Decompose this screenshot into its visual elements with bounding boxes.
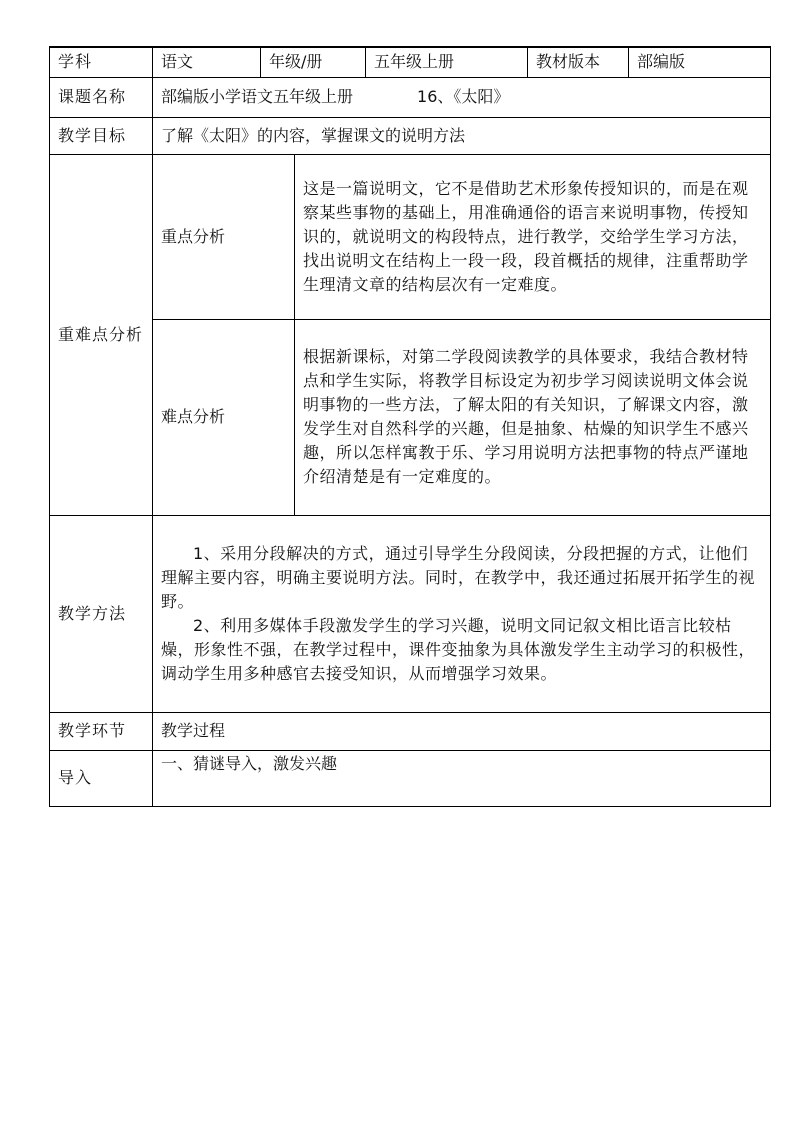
- difficult-label: 难点分析: [153, 319, 295, 515]
- topic-label: 课题名称: [50, 77, 153, 117]
- process-label: 教学过程: [153, 712, 771, 750]
- goal-value: 了解《太阳》的内容，掌握课文的说明方法: [153, 117, 771, 154]
- process-header-row: [50, 712, 771, 750]
- topic-value-left: 部编版小学语文五年级上册: [161, 87, 354, 106]
- intro-label: 导入: [50, 750, 153, 806]
- goal-row: [50, 117, 771, 154]
- grade-value: 五年级上册: [366, 47, 528, 77]
- subject-value: 语文: [153, 47, 261, 77]
- lesson-plan-table: [49, 46, 771, 807]
- method-paragraph-1: 1、采用分段解决的方式，通过引导学生分段阅读，分段把握的方式，让他们理解主要内容，明确主要说明方法。同时，在教学中，我还通过拓展开拓学生的视野。: [161, 543, 756, 611]
- topic-row: [50, 77, 771, 117]
- key-points-label: 重难点分析: [50, 154, 153, 515]
- important-text: 这是一篇说明文，它不是借助艺术形象传授知识的，而是在观察某些事物的基础上，用准确通俗的语言来说明事物，传授知识的，就说明文的构段特点，进行教学，交给学生学习方法，找出说明文在结构上一段一段，段首概括的规律，注重帮助学生理清文章的结构层次有一定难度。: [295, 154, 771, 319]
- method-row: [50, 515, 771, 712]
- method-text: [153, 515, 771, 712]
- intro-value: 一、猜谜导入，激发兴趣: [153, 750, 771, 806]
- topic-value-right: 16、《太阳》: [417, 87, 510, 106]
- method-label: 教学方法: [50, 515, 153, 712]
- edition-value: 部编版: [629, 47, 771, 77]
- subject-label: 学科: [50, 47, 153, 77]
- difficult-point-row: [50, 319, 771, 515]
- topic-value: [153, 77, 771, 117]
- key-point-row: [50, 154, 771, 319]
- goal-label: 教学目标: [50, 117, 153, 154]
- important-label: 重点分析: [153, 154, 295, 319]
- difficult-text: 根据新课标，对第二学段阅读教学的具体要求，我结合教材特点和学生实际，将教学目标设定为初步学习阅读说明文体会说明事物的一些方法，了解太阳的有关知识，了解课文内容，激发学生对自然科学的兴趣，但是抽象、枯燥的知识学生不感兴趣，所以怎样寓教于乐、学习用说明方法把事物的特点严谨地介绍清楚是有一定难度的。: [295, 319, 771, 515]
- edition-label: 教材版本: [528, 47, 629, 77]
- process-stage-label: 教学环节: [50, 712, 153, 750]
- header-row: [50, 47, 771, 77]
- grade-label: 年级/册: [261, 47, 366, 77]
- intro-row: [50, 750, 771, 806]
- method-paragraph-2: 2、利用多媒体手段激发学生的学习兴趣，说明文同记叙文相比语言比较枯燥，形象性不强，在教学过程中，课件变抽象为具体激发学生主动学习的积极性，调动学生用多种感官去接受知识，从而增强学习效果。: [161, 615, 756, 683]
